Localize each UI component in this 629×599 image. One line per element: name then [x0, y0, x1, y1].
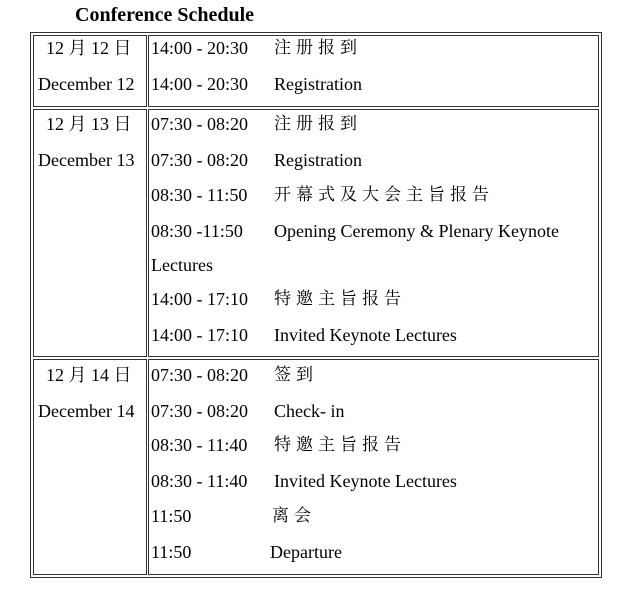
time-label: 07:30 - 08:20	[151, 114, 248, 134]
event-label: Departure	[270, 542, 342, 562]
time-label: 14:00 - 17:10	[151, 325, 248, 345]
event-label: 离会	[272, 506, 316, 526]
event-label: 签到	[274, 365, 318, 385]
time-label: 07:30 - 08:20	[151, 365, 248, 385]
event-label: 注册报到	[274, 114, 362, 134]
date-en: December 12	[38, 74, 135, 94]
date-cn: 12 月 14 日	[46, 365, 132, 385]
time-label: 07:30 - 08:20	[151, 150, 248, 170]
event-label: 注册报到	[274, 38, 362, 58]
event-label: 特邀主旨报告	[274, 435, 406, 455]
date-cn: 12 月 13 日	[46, 114, 132, 134]
event-label: Check- in	[274, 401, 345, 421]
event-label: Invited Keynote Lectures	[274, 325, 457, 345]
time-label: 08:30 - 11:40	[151, 435, 248, 455]
date-en: December 14	[38, 401, 135, 421]
event-label: 特邀主旨报告	[274, 289, 406, 309]
time-label: 08:30 - 11:50	[151, 185, 248, 205]
page-title: Conference Schedule	[75, 4, 255, 26]
time-label: 14:00 - 17:10	[151, 289, 248, 309]
events-cell-dec-14	[148, 359, 599, 575]
time-label: 11:50	[151, 506, 192, 526]
event-label: Opening Ceremony & Plenary Keynote	[274, 221, 559, 241]
time-label: 11:50	[151, 542, 192, 562]
time-label: 14:00 - 20:30	[151, 74, 248, 94]
event-label-continued: Lectures	[151, 255, 213, 275]
date-cell-dec-13	[33, 109, 147, 357]
event-label: Invited Keynote Lectures	[274, 471, 457, 491]
time-label: 14:00 - 20:30	[151, 38, 248, 58]
date-cn: 12 月 12 日	[46, 38, 132, 58]
time-label: 08:30 - 11:40	[151, 471, 248, 491]
time-label: 08:30 -11:50	[151, 221, 243, 241]
event-label: Registration	[274, 150, 362, 170]
time-label: 07:30 - 08:20	[151, 401, 248, 421]
event-label: 开幕式及大会主旨报告	[274, 185, 494, 205]
date-en: December 13	[38, 150, 135, 170]
date-cell-dec-14	[33, 359, 147, 575]
event-label: Registration	[274, 74, 362, 94]
